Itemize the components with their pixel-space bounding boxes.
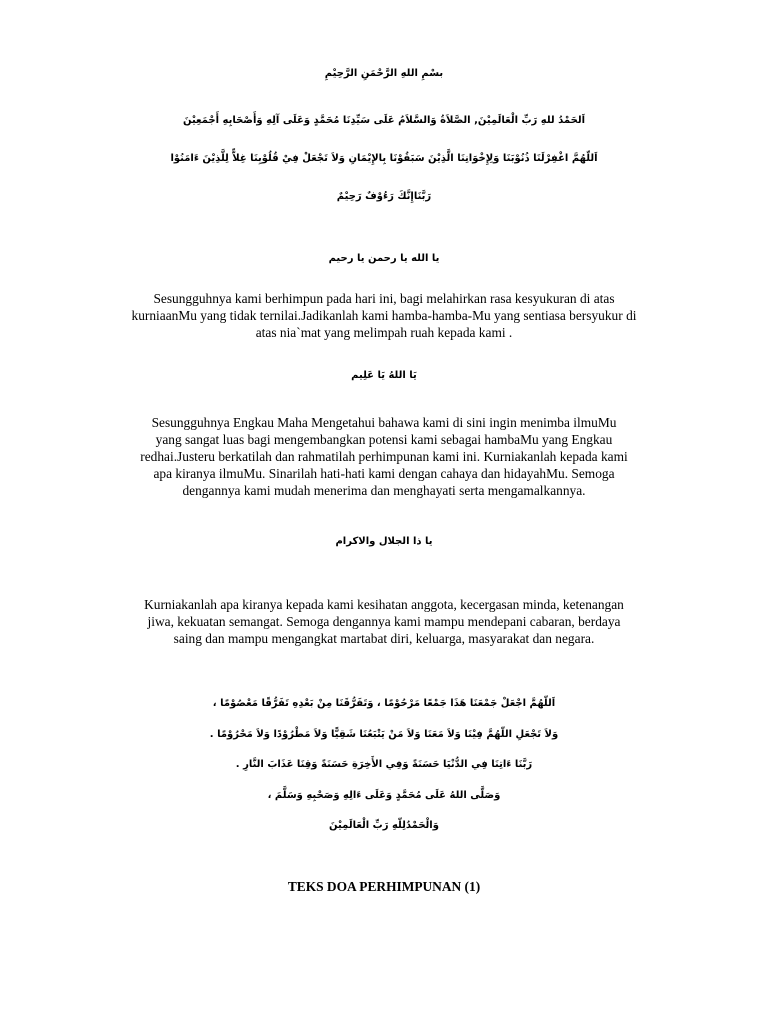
document-caption: TEKS DOA PERHIMPUNAN (1) (287, 879, 481, 894)
section-3-heading: يا ذا الجلال والاكرام (335, 536, 433, 547)
closing-line-5: وَالْحَمْدُلِلّهِ رَبِّ الْعَالَمِيْنَ (329, 820, 439, 831)
section-1-heading: يا الله يا رحمن يا رحيم (328, 253, 440, 264)
section-1-line-3: atas nia`mat yang melimpah ruah kepada kami . (255, 325, 513, 340)
opening-line-3: رَبَّنَاإِنَّكَ رَءُوْفٌ رَحِيْمٌ (336, 191, 432, 202)
closing-line-3: رَبَّنَا ءَاتِنَا فِي الدُّنْيَا حَسَنَةً وَفِي الأَخِرَةِ حَسَنَةً وَقِنَا عَذَابَ النَّارِ . (235, 759, 533, 770)
opening-line-2: اَللّهُمَّ اغْفِرْلَنَا ذُنُوْبَنَا وَلِإِخْوَانِنَا الَّذِيْنَ سَبَقُوْنَا بِالإِيْمَانِ وَلاَ تَجْعَلْ فِيْ قُلُوْبِنَا غِلاًّ لِلَّذِيْنَ ءَامَنُوْا (170, 153, 598, 164)
section-3-line-2: jiwa, kekuatan semangat. Semoga dengannya kami mampu mendepani cabaran, berdaya (147, 614, 621, 629)
section-2-line-3: redhai.Justeru berkatilah dan rahmatilah perhimpunan kami ini. Kurniakanlah kepada kami (140, 449, 628, 464)
closing-line-2: وَلاَ تَجْعَلِ اللّهُمَّ فِيْنَا وَلاَ مَعَنَا وَلاَ مَنْ يَتْبَعُنَا شَقِيًّا وَلاَ مَطْرُوْدًا وَلاَ مَحْرُوْمًا . (209, 729, 559, 740)
section-1-line-1: Sesungguhnya kami berhimpun pada hari ini, bagi melahirkan rasa kesyukuran di atas (153, 291, 615, 306)
section-1-line-2: kurniaanMu yang tidak ternilai.Jadikanlah kami hamba-hamba-Mu yang sentiasa bersyukur di (131, 308, 637, 323)
closing-line-1: اَللّهُمَّ اجْعَلْ جَمْعَنَا هَذَا جَمْعًا مَرْحُوْمًا ، وَتَفَرُّقَنَا مِنْ بَعْدِهِ تَفَرُّقًا مَعْصُوْمًا ، (212, 698, 556, 709)
opening-line-1: اَلحَمْدُ للهِ رَبِّ الْعَالَمِيْنَ, الصَّلاَةُ وَالسَّلاَمُ عَلَى سَيِّدِنَا مُحَمَّدٍ وَعَلَى آلِهِ وَأَصْحَابِهِ أَجْمَعِيْنَ (182, 115, 586, 126)
section-3-paragraph (60, 596, 708, 647)
section-2-heading: يَا اللهُ يَا عَلِيم (351, 370, 417, 381)
section-2-paragraph (60, 414, 708, 499)
section-1-paragraph (60, 290, 708, 341)
closing-line-4: وَصَلَّى اللهُ عَلَى مُحَمَّدٍ وَعَلَى ءَالِهِ وَصَحْبِهِ وَسَلَّمَ ، (267, 790, 501, 801)
section-2-line-2: yang sangat luas bagi mengembangkan potensi kami sebagai hambaMu yang Engkau (155, 432, 613, 447)
section-2-line-5: dengannya kami mudah menerima dan menghayati serta mengamalkannya. (182, 483, 586, 498)
section-3-line-3: saing dan mampu mengangkat martabat diri, keluarga, masyarakat dan negara. (173, 631, 595, 646)
section-2-line-1: Sesungguhnya Engkau Maha Mengetahui bahawa kami di sini ingin menimba ilmuMu (151, 415, 617, 430)
bismillah-line: بسْمِ اللهِ الرَّحْمَنِ الرَّحِيْمِ (324, 68, 444, 79)
section-2-line-4: apa kiranya ilmuMu. Sinarilah hati-hati kami dengan cahaya dan hidayahMu. Semoga (153, 466, 615, 481)
section-3-line-1: Kurniakanlah apa kiranya kepada kami kesihatan anggota, kecergasan minda, ketenangan (144, 597, 624, 612)
